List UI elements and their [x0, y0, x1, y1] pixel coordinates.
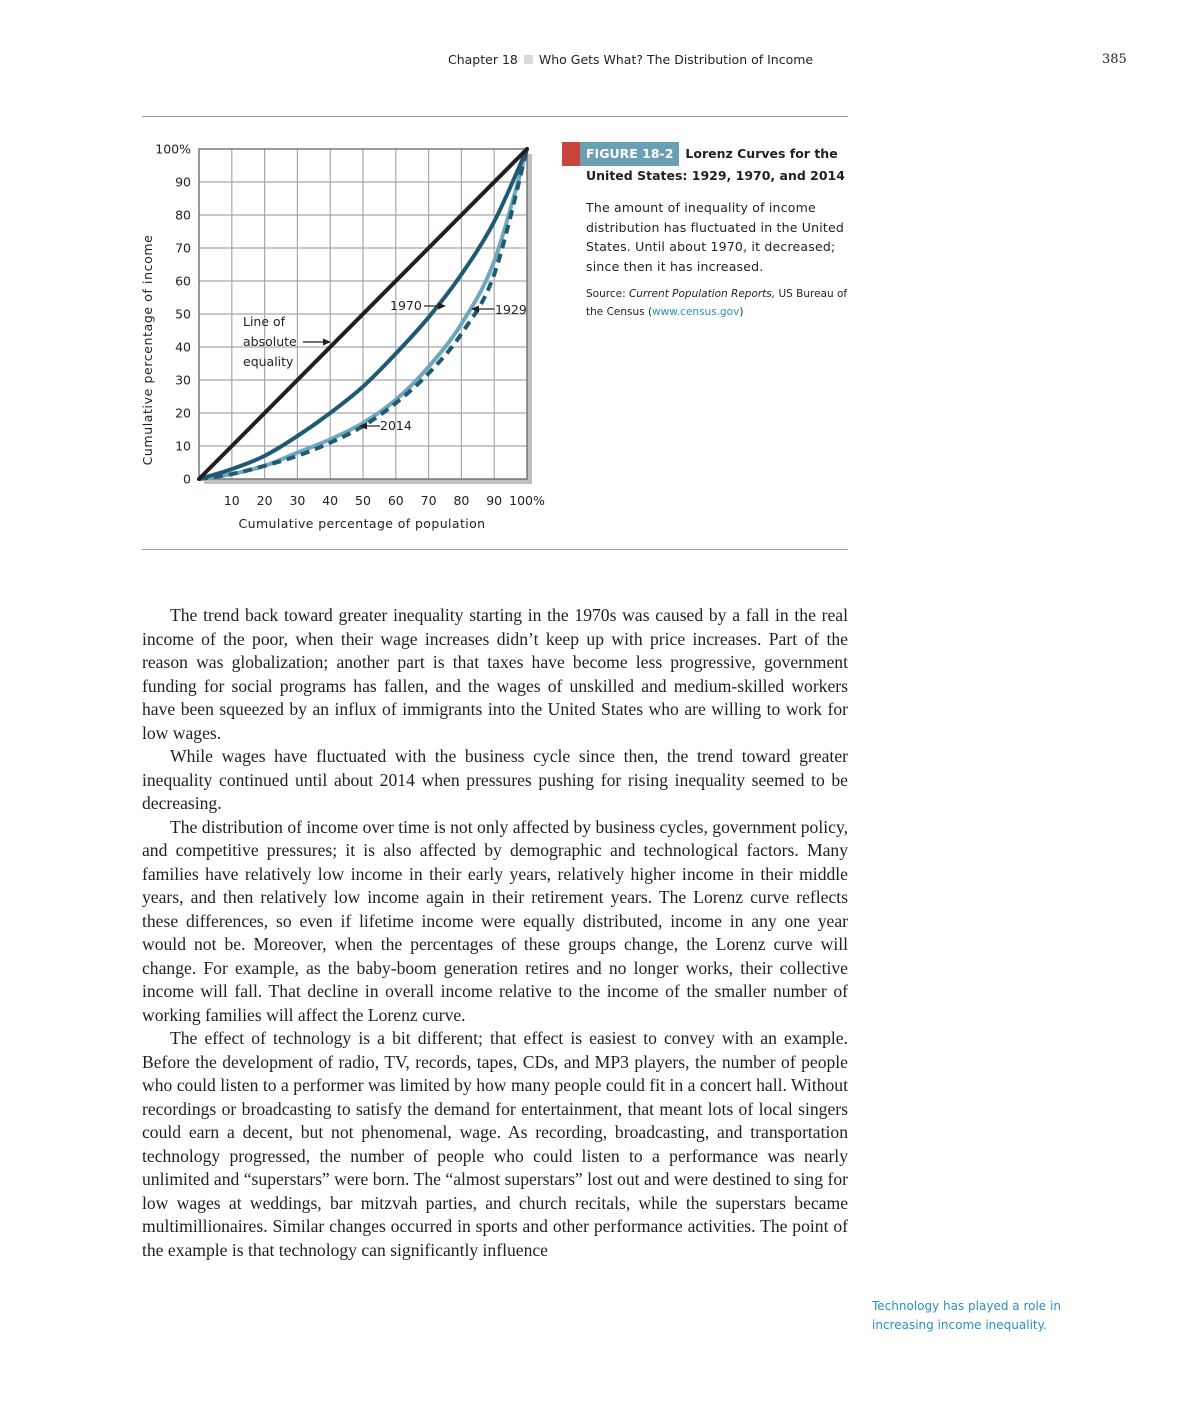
x-tick-label: 20	[256, 493, 273, 508]
running-head-title: Who Gets What? The Distribution of Income	[538, 52, 814, 67]
y-tick-label: 30	[175, 372, 191, 388]
equality-label-line: absolute	[243, 334, 297, 349]
x-tick-label: 60	[387, 493, 404, 508]
running-head-chapter: Chapter 18 Who Gets What? The Distribution of Income	[448, 52, 814, 67]
equality-label-line: equality	[243, 354, 294, 369]
y-tick-label: 10	[175, 438, 191, 454]
figure-description: The amount of inequality of income distribution has fluctuated in the United States. Until about 1970, it decreased; since then it has increased.	[586, 200, 845, 274]
y-axis-label: Cumulative percentage of income	[140, 234, 155, 466]
y-tick-label: 0	[183, 471, 191, 487]
x-tick-label: 40	[322, 493, 339, 508]
figure-caption	[562, 142, 852, 321]
lorenz-chart	[138, 136, 558, 536]
y-tick-label: 50	[175, 306, 191, 322]
figure-tag-accent	[562, 142, 580, 166]
x-tick-label: 70	[420, 493, 437, 508]
x-axis-label: Cumulative percentage of population	[238, 516, 486, 531]
separator-square-icon	[524, 55, 533, 64]
label-1970: 1970	[390, 298, 422, 313]
label-2014: 2014	[380, 418, 412, 433]
paragraph: The effect of technology is a bit different; that effect is easiest to convey with an example. Before the development of radio, TV, records, tapes, CDs, and MP3 players, the number of people who could listen to a performer was limited by how many people could fit in a concert hall. Without recordings or broadcasting to satisfy the demand for entertainment, that meant lots of local singers could earn a decent, but not phenomenal, wage. As recording, broadcasting, and transportation technology progressed, the number of people who could listen to a performance was nearly unlimited and “superstars” were born. The “almost superstars” lost out and were destined to sing for low wages at weddings, bar mitzvah parties, and church recitals, while the superstars became multimillionaires. Similar changes occurred in sports and other performance activities. The point of the example is that technology can significantly influence	[142, 1028, 848, 1260]
x-tick-label: 50	[355, 493, 371, 508]
y-tick-label: 20	[175, 405, 191, 421]
figure-tag: FIGURE 18-2	[580, 142, 679, 166]
label-1929: 1929	[495, 302, 527, 317]
figure-title-line2: United States: 1929, 1970, and 2014	[586, 168, 845, 183]
paragraph: The distribution of income over time is not only affected by business cycles, government policy, and competitive pressures; it is also affected by demographic and technological factors. Many families have relatively low income in their early years, relatively higher income in their middle years, and then relatively low income again in their retirement years. The Lorenz curve reflects these differences, so even if lifetime income were equally distributed, income in any one year would not be. Moreover, when the percentages of these groups change, the Lorenz curve will change. For example, as the baby-boom generation retires and no longer works, their collective income will fall. That decline in overall income relative to the income of the smaller number of working families will affect the Lorenz curve.	[142, 816, 848, 1025]
body-text	[142, 604, 848, 1262]
x-tick-label: 10	[223, 493, 240, 508]
figure-title	[562, 142, 852, 186]
y-tick-label: 100%	[155, 141, 191, 157]
paragraph: The trend back toward greater inequality starting in the 1970s was caused by a fall in the real income of the poor, when their wage increases didn’t keep up with price increases. Part of the reason was globalization; another part is that taxes have become less progressive, government funding for social programs has fallen, and the wages of unskilled and medium-skilled workers have been squeezed by an influx of immigrants into the United States who are willing to work for low wages.	[142, 605, 848, 743]
x-tick-label: 100%	[509, 493, 545, 508]
y-tick-label: 60	[175, 273, 191, 289]
census-link[interactable]: www.census.gov	[652, 306, 740, 318]
bottom-rule	[142, 549, 848, 550]
margin-note: Technology has played a role in increasing income inequality.	[872, 1299, 1061, 1332]
equality-label-line: Line of	[243, 314, 286, 329]
y-tick-label: 40	[175, 339, 191, 355]
page-number: 385	[1102, 52, 1127, 67]
y-tick-label: 90	[175, 174, 191, 190]
top-rule	[142, 116, 848, 117]
x-tick-label: 30	[289, 493, 306, 508]
x-tick-label: 80	[453, 493, 470, 508]
figure-source: Source: Current Population Reports, US Bureau of the Census (www.census.gov)	[586, 288, 848, 318]
running-head	[0, 52, 1200, 72]
y-tick-label: 70	[175, 240, 191, 256]
paragraph: While wages have fluctuated with the business cycle since then, the trend toward greater inequality continued until about 2014 when pressures pushing for rising inequality seemed to be decreasing.	[142, 746, 848, 813]
figure-title-line1: Lorenz Curves for the	[685, 146, 838, 161]
y-tick-label: 80	[175, 207, 191, 223]
x-tick-label: 90	[486, 493, 503, 508]
